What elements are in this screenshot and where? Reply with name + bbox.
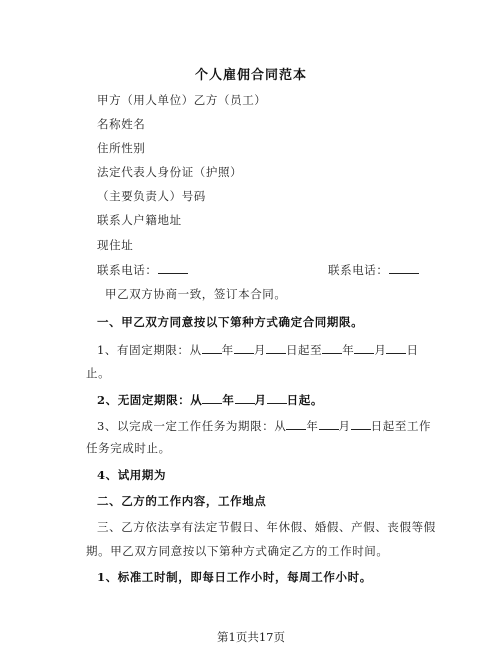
phone-blank-a <box>158 262 188 274</box>
blank <box>319 418 339 430</box>
section-1-heading: 一、甲乙双方同意按以下第种方式确定合同期限。 <box>97 315 364 329</box>
phone-label-b: 联系电话： <box>328 263 389 277</box>
phone-line-party-a <box>97 262 188 277</box>
address-line: 住所性别 <box>97 141 146 155</box>
contact-line: 联系人户籍地址 <box>97 213 182 227</box>
month-label: 月 <box>253 343 266 357</box>
party-heading-line: 甲方（用人单位）乙方（员工） <box>97 93 267 107</box>
day-label: 日 <box>406 343 419 357</box>
blank <box>322 342 342 354</box>
task-term-label: 3、以完成一定工作任务为期限：从 <box>97 419 287 433</box>
fixed-term-end-line: 止。 <box>86 366 111 380</box>
fixed-term-label: 1、有固定期限：从 <box>97 343 202 357</box>
work-time-line: 期。甲乙双方同意按以下第种方式确定乙方的工作时间。 <box>86 544 389 558</box>
month-label: 月 <box>338 419 351 433</box>
open-term-label: 2、无固定期限：从 <box>97 393 203 407</box>
task-term-end-line: 任务完成时止。 <box>86 441 171 455</box>
blank <box>354 342 374 354</box>
id-number-line: （主要负责人）号码 <box>97 189 206 203</box>
blank <box>235 392 255 404</box>
phone-blank-b <box>389 262 419 274</box>
phone-line-party-b <box>328 262 419 277</box>
open-term-line <box>97 392 323 407</box>
blank <box>386 342 406 354</box>
agreement-line: 甲乙双方协商一致，签订本合同。 <box>105 287 287 301</box>
probation-line: 4、试用期为 <box>97 468 167 482</box>
phone-label-a: 联系电话： <box>97 263 158 277</box>
day-label: 日起至 <box>285 343 323 357</box>
blank <box>351 418 371 430</box>
current-address-line: 现住址 <box>97 238 134 252</box>
blank <box>286 418 306 430</box>
name-line: 名称姓名 <box>97 117 146 131</box>
year-label: 年 <box>222 393 235 407</box>
month-label: 月 <box>374 343 387 357</box>
fixed-term-line <box>97 342 419 357</box>
standard-hours-line: 1、标准工时制，即每日工作小时，每周工作小时。 <box>97 570 372 584</box>
day-label: 日起。 <box>286 393 323 407</box>
blank <box>267 392 287 404</box>
holiday-line: 三、乙方依法享有法定节假日、年休假、婚假、产假、丧假等假 <box>97 520 436 534</box>
task-term-line <box>97 418 431 433</box>
page-number-footer: 第1页共17页 <box>217 630 285 644</box>
blank <box>202 342 222 354</box>
document-title: 个人雇佣合同范本 <box>194 68 307 83</box>
year-label: 年 <box>221 343 234 357</box>
month-label: 月 <box>254 393 267 407</box>
year-label: 年 <box>306 419 319 433</box>
year-label: 年 <box>342 343 355 357</box>
blank <box>202 392 222 404</box>
blank <box>234 342 254 354</box>
section-2-heading: 二、乙方的工作内容，工作地点 <box>97 494 267 508</box>
legal-rep-line: 法定代表人身份证（护照） <box>97 165 243 179</box>
day-label: 日起至工作 <box>370 419 432 433</box>
blank <box>266 342 286 354</box>
